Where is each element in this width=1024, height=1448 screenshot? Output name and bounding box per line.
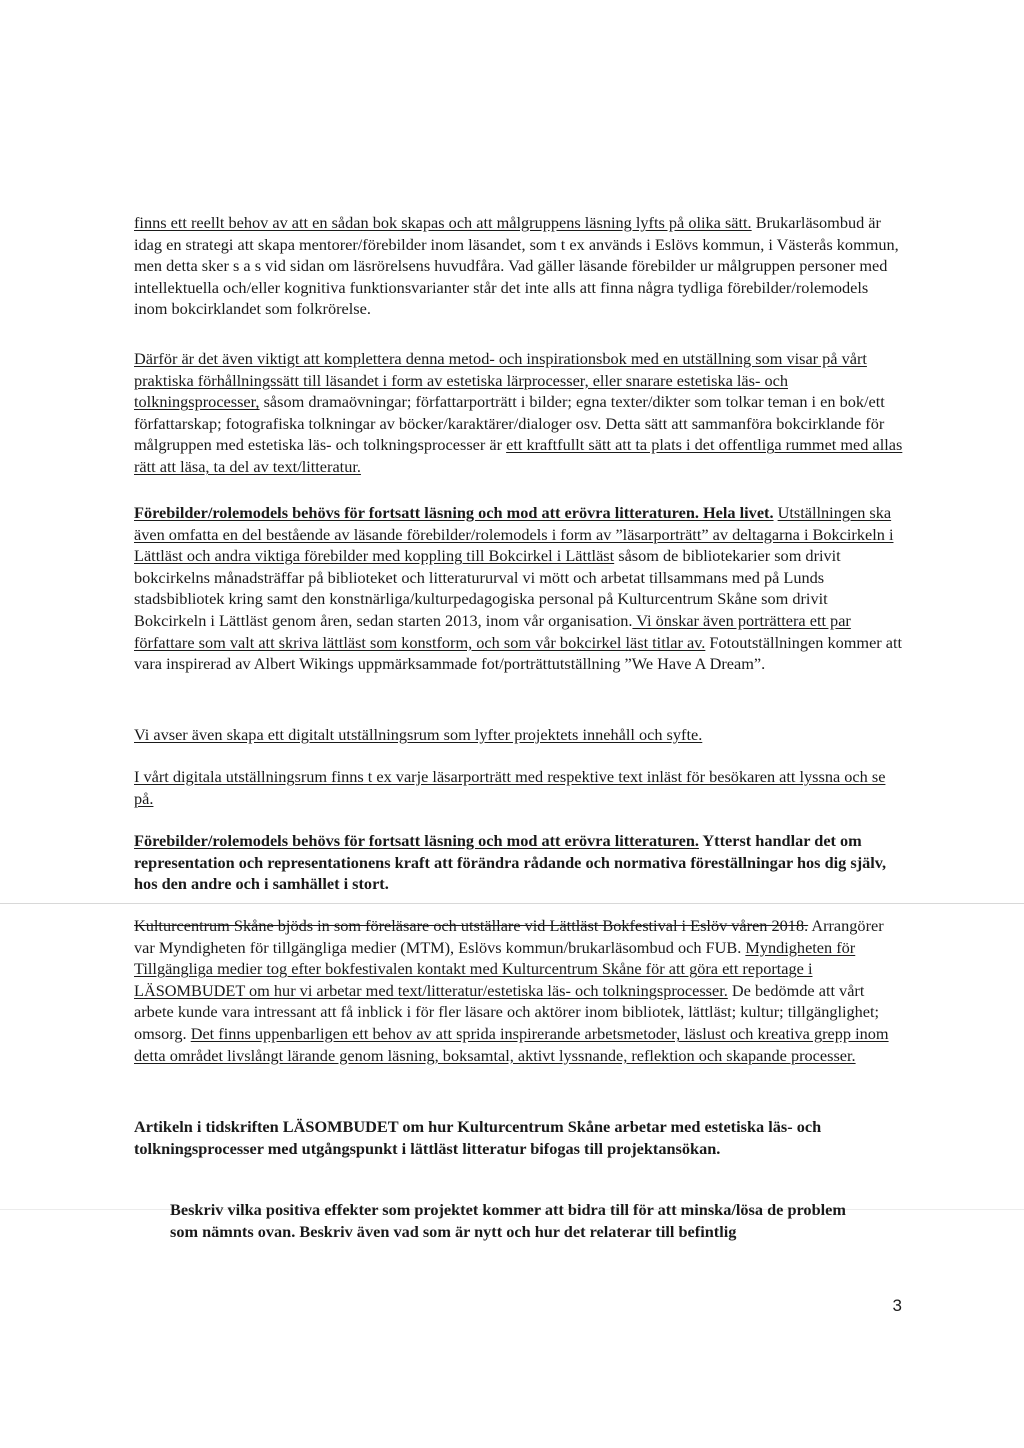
underlined-text: Vi avser även skapa ett digitalt utställningsrum som lyfter projektets innehåll och syfte. (134, 725, 703, 744)
paragraph-article (134, 1116, 904, 1159)
scan-artifact-line (0, 903, 1024, 904)
paragraph-exhibition (134, 348, 904, 478)
page-number: 3 (892, 1296, 902, 1315)
underlined-text: I vårt digitala utställningsrum finns t ex varje läsarporträtt med respektive text inläst för besökaren att lyssna och se på. (134, 767, 886, 808)
underlined-text: Utställningen ska även omfatta en del bestående av läsande förebilder/rolemodels i form av ”läsarporträtt” av deltagarna i Bokcirkeln i Lättläst och andra viktiga förebilder med koppling till Bokcirkel i Lättläst (134, 503, 894, 566)
underlined-text: finns ett reellt behov av att en sådan bok skapas och att målgruppens läsning lyfts på olika sätt. (134, 213, 752, 232)
bold-text: Beskriv vilka positiva effekter som projektet kommer att bidra till för att minska/lösa de problem som nämnts ovan. Beskriv även vad som är nytt och hur det relaterar till befintlig (170, 1200, 846, 1241)
underlined-text: ett kraftfullt sätt att ta plats i det offentliga rummet med allas rätt att läsa, ta del av text/litteratur. (134, 435, 903, 476)
struck-text: Kulturcentrum Skåne bjöds in som föreläsare och utställare vid Lättläst Bokfestival i Eslöv våren 2018. (134, 916, 809, 935)
underlined-text: Myndigheten för Tillgängliga medier tog efter bokfestivalen kontakt med Kulturcentrum Skåne för att göra ett reportage i LÄSOMBUDET om hur vi arbetar med text/litteratur/estetiska läs- och tolkningsprocesser. (134, 937, 856, 1000)
underlined-text: Vi önskar även porträttera ett par författare som valt att skriva lättläst som konstform, och som vår bokcirkel läst titlar av. (134, 610, 851, 652)
body-text: Ytterst handlar det om representation och representationens kraft att förändra rådande och normativa föreställningar hos dig själv, hos den andre och i samhället i stort. (134, 831, 887, 894)
section-heading: Förebilder/rolemodels behövs för fortsatt läsning och mod att erövra litteraturen. Hela livet. (134, 503, 774, 522)
body-text: Arrangörer var Myndigheten för tillgängliga medier (MTM), Eslövs kommun/brukarläsombud och FUB. (134, 916, 884, 957)
body-text: såsom de bibliotekarier som drivit bokcirkelns månadsträffar på biblioteket och litteratururval vi mött och arbetat tillsammans med på Lunds stadsbibliotek kring samt den konstnärliga/kulturpedagogiska personal på Kulturcentrum Skåne som drivit Bokcirkeln i Lättläst genom åren, sedan starten 2013, inom vår organisation. (134, 546, 841, 630)
paragraph-need (134, 212, 904, 320)
body-text: Brukarläsombud är idag en strategi att skapa mentorer/förebilder inom läsandet, som t ex används i Eslövs kommun, i Västerås kommun, men detta sker s a s vid sidan om läsrörelsens huvudfåra. Vad gäller läsande förebilder ur målgruppen personer med intellektuella och/eller kognitiva funktionsvarianter står det inte alls att finna några tydliga förebilder/rolemodels inom bokcirklandet som folkrörelse. (134, 213, 899, 319)
body-text: Fotoutställningen kommer att vara inspirerad av Albert Wikings uppmärksammade fot/porträttutställning ”We Have A Dream”. (134, 632, 903, 674)
paragraph-bokfestival (134, 915, 904, 1066)
paragraph-rolemodels (134, 502, 904, 675)
paragraph-digital-room (134, 724, 904, 746)
underlined-text: Därför är det även viktigt att komplettera denna metod- och inspirationsbok med en utställning som visar på vårt praktiska förhållningssätt till läsandet i form av estetiska lärprocesser, eller snarare estetiska läs- och tolkningsprocesser, (134, 349, 867, 412)
paragraph-digital-content (134, 766, 904, 809)
underlined-text: Det finns uppenbarligen ett behov av att sprida inspirerande arbetsmetoder, läslust och kreativa grepp inom detta området livslångt lärande genom läsning, boksamtal, aktivt lyssnande, reflektion och skapande processer. (134, 1023, 889, 1065)
body-text: De bedömde att vårt arbete kunde vara intressant att få inblick i för fler läsare och aktörer inom bibliotek, lättläst; kultur; tillgänglighet; omsorg. (134, 980, 880, 1043)
body-text: såsom dramaövningar; författarporträtt i bilder; egna texter/dikter som tolkar teman i en bok/ett författarskap; fotografiska tolkningar av böcker/karaktärer/dialoger osv. Detta sätt att sammanföra bokcirklande för målgruppen med estetiska läs- och tolkningsprocesser är (134, 392, 885, 455)
underlined-text: Förebilder/rolemodels behövs för fortsatt läsning och mod att erövra litteraturen. (134, 831, 699, 850)
bold-text: Artikeln i tidskriften LÄSOMBUDET om hur Kulturcentrum Skåne arbetar med estetiska läs- och tolkningsprocesser med utgångspunkt i lättläst litteratur bifogas till projektansökan. (134, 1117, 822, 1158)
paragraph-representation (134, 830, 904, 895)
question-prompt (170, 1199, 870, 1242)
